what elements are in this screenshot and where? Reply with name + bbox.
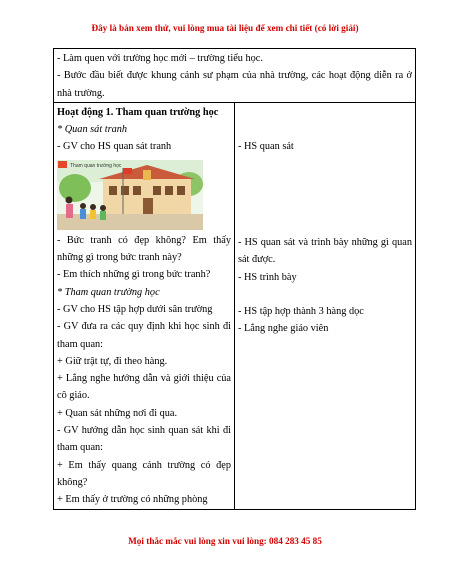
student-response: - HS tập hợp thành 3 hàng dọc: [237, 306, 364, 318]
student-response: - HS trình bày: [237, 271, 297, 283]
activity-title: Hoạt động 1. Tham quan trường học: [57, 106, 219, 118]
rule-item: + Quan sát những nơi đi qua.: [57, 407, 178, 419]
guide-question: + Em thấy ở trường có những phòng: [57, 494, 208, 506]
teacher-question-1: - Bức tranh có đẹp không? Em thấy những gì trong bức tranh này?: [57, 234, 231, 264]
teacher-question-2: - Em thích những gì trong bức tranh?: [57, 269, 211, 281]
teacher-step: - GV đưa ra các quy định khi học sinh đi tham quan:: [57, 321, 231, 350]
student-column: [234, 102, 415, 509]
teacher-step: - GV hướng dẫn học sinh quan sát khi đi tham quan:: [57, 425, 231, 454]
preview-notice: Đây là bản xem thử, vui lòng mua tài liệu để xem chi tiết (có lời giải): [91, 23, 359, 33]
illustration-caption: Tham quan trường học: [70, 162, 122, 169]
rule-item: + Giữ trật tự, đi theo hàng.: [57, 355, 168, 367]
intro-line-1: - Làm quen với trường học mới – trường tiểu học.: [57, 53, 263, 64]
teacher-step: - GV cho HS tập hợp dưới sân trường: [57, 303, 213, 315]
intro-line-2: - Bước đầu biết được khung cảnh sư phạm của nhà trường, các hoạt động diễn ra ở nhà trường.: [57, 70, 412, 99]
guide-question: + Em thấy quang cảnh trường có đẹp không?: [57, 459, 231, 488]
student-response: - HS quan sát: [237, 140, 294, 152]
teacher-step: - GV cho HS quan sát tranh: [57, 141, 172, 153]
lesson-table: [53, 48, 416, 510]
teacher-column: [54, 102, 235, 509]
activity-row: [54, 102, 416, 509]
rule-item: + Lắng nghe hướng dẫn và giới thiệu của cô giáo.: [57, 373, 231, 402]
contact-notice: Mọi thắc mắc vui lòng xin vui lòng: 084 283 45 85: [128, 536, 322, 546]
school-illustration: [57, 160, 203, 230]
section-visit-title: * Tham quan trường học: [57, 286, 160, 298]
section-observe-title: * Quan sát tranh: [57, 124, 128, 136]
intro-row: [54, 49, 416, 103]
intro-cell: [54, 49, 416, 103]
student-response: - Lắng nghe giáo viên: [237, 323, 329, 335]
student-response: - HS quan sát và trình bày những gì quan sát được.: [237, 237, 412, 266]
